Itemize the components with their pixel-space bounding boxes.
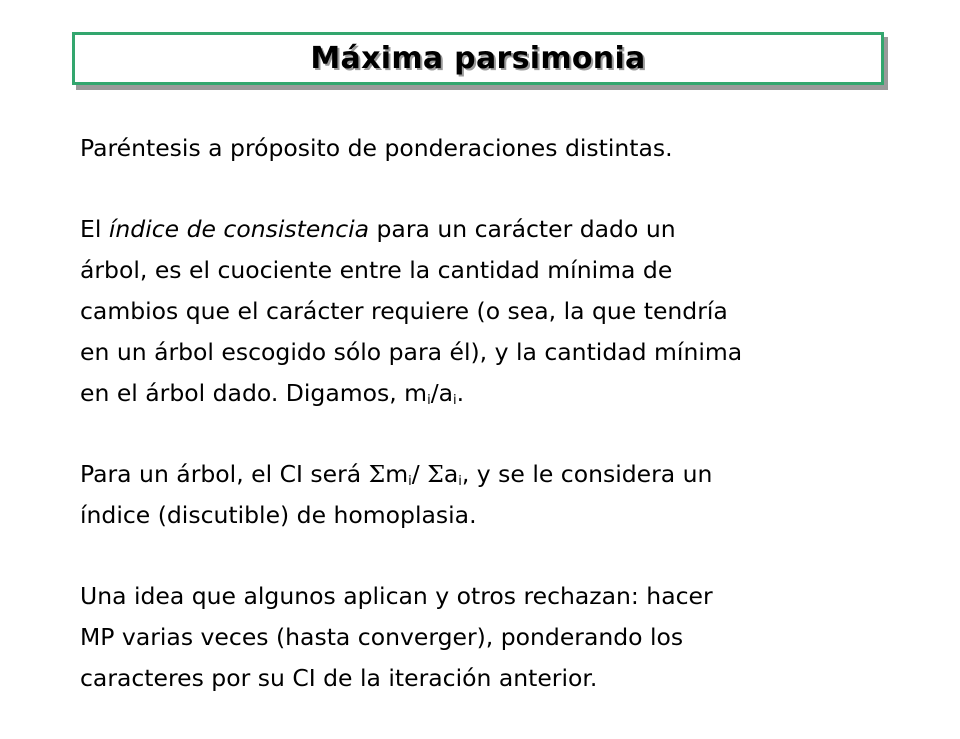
tree-ci-line-2: índice (discutible) de homoplasia. bbox=[80, 501, 477, 529]
ci-line-5 bbox=[80, 373, 910, 414]
ci-line-3: cambios que el carácter requiere (o sea, la que tendría bbox=[80, 297, 728, 325]
ci-line-5-start: en el árbol dado. Digamos, m bbox=[80, 379, 428, 407]
sigma-symbol: Σ bbox=[427, 460, 444, 488]
subscript-i: i bbox=[408, 474, 412, 489]
paragraph-consistency-index bbox=[80, 209, 910, 414]
slide-body bbox=[80, 128, 910, 739]
tree-ci-line-1-end: , y se le considera un bbox=[461, 460, 713, 488]
idea-line-3: caracteres por su CI de la iteración anterior. bbox=[80, 664, 598, 692]
sigma-symbol: Σ bbox=[368, 460, 386, 488]
paragraph-iteration-idea bbox=[80, 576, 910, 699]
idea-line-1: Una idea que algunos aplican y otros rechazan: hacer bbox=[80, 582, 713, 610]
subscript-i: i bbox=[427, 393, 431, 408]
a-variable: a bbox=[443, 460, 459, 488]
intro-line: Paréntesis a próposito de ponderaciones distintas. bbox=[80, 134, 673, 162]
subscript-i: i bbox=[453, 393, 457, 408]
ci-line-2: árbol, es el cuociente entre la cantidad mínima de bbox=[80, 256, 673, 284]
ci-line-1 bbox=[80, 209, 910, 250]
tree-ci-line-1 bbox=[80, 454, 910, 495]
ci-line-5-slash-a: /a bbox=[430, 379, 454, 407]
slide-title: Máxima parsimonia bbox=[310, 41, 646, 76]
ci-line-1-start: El bbox=[80, 215, 109, 243]
ci-line-5-end: . bbox=[456, 379, 465, 407]
paragraph-tree-ci bbox=[80, 454, 910, 536]
ci-line-4: en un árbol escogido sólo para él), y la cantidad mínima bbox=[80, 338, 743, 366]
ci-term-emphasis: índice de consistencia bbox=[108, 215, 370, 243]
ci-line-1-end: para un carácter dado un bbox=[369, 215, 676, 243]
m-variable: m bbox=[385, 460, 409, 488]
paragraph-intro bbox=[80, 128, 910, 169]
tree-ci-line-1-start: Para un árbol, el CI será bbox=[80, 460, 369, 488]
title-box bbox=[72, 32, 884, 85]
slash: / bbox=[411, 460, 428, 488]
idea-line-2: MP varias veces (hasta converger), ponderando los bbox=[80, 623, 684, 651]
subscript-i: i bbox=[458, 474, 462, 489]
